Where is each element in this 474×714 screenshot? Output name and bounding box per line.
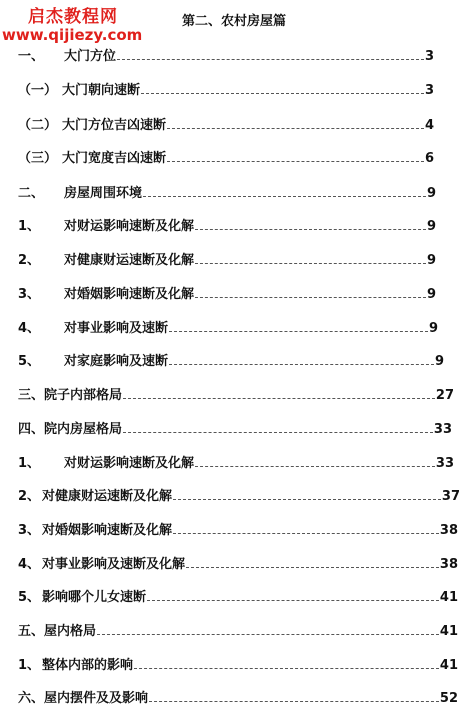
toc-entry-label: 对家庭影响及速断 bbox=[64, 354, 169, 369]
toc-entry bbox=[18, 248, 436, 268]
toc-entry bbox=[18, 552, 458, 572]
toc-leader-dots bbox=[169, 330, 428, 332]
toc-entry-page: 41 bbox=[439, 658, 458, 673]
toc-entry-page: 9 bbox=[434, 354, 444, 369]
toc-entry-label: 对财运影响速断及化解 bbox=[64, 219, 195, 234]
toc-entry-label: 对健康财运速断及化解 bbox=[64, 253, 195, 268]
toc-leader-dots bbox=[195, 228, 426, 230]
toc-leader-dots bbox=[195, 465, 435, 467]
toc-entry-number: （一） bbox=[18, 83, 58, 98]
toc-leader-dots bbox=[147, 599, 439, 601]
toc-entry-page: 38 bbox=[439, 557, 458, 572]
toc-entry bbox=[18, 451, 454, 471]
toc-entry bbox=[18, 585, 458, 605]
toc-entry-page: 9 bbox=[426, 253, 436, 268]
toc-entry-label: 院内房屋格局 bbox=[44, 422, 123, 437]
toc-entry-number: 一、 bbox=[18, 49, 45, 64]
toc-leader-dots bbox=[173, 498, 441, 500]
toc-entry-label: 对婚姻影响速断及化解 bbox=[64, 287, 195, 302]
toc-leader-dots bbox=[149, 700, 439, 702]
toc-entry-number: （三） bbox=[18, 151, 58, 166]
toc-leader-dots bbox=[186, 566, 439, 568]
toc-leader-dots bbox=[97, 633, 439, 635]
toc-entry-number: 1、 bbox=[18, 658, 41, 673]
toc-entry-page: 41 bbox=[439, 624, 458, 639]
toc-entry-label: 大门朝向速断 bbox=[62, 83, 141, 98]
toc-entry-number: 5、 bbox=[18, 354, 41, 369]
toc-entry-number: 2、 bbox=[18, 489, 41, 504]
toc-entry-number: 4、 bbox=[18, 557, 41, 572]
toc-entry bbox=[18, 181, 436, 201]
toc-entry-label: 对财运影响速断及化解 bbox=[64, 456, 195, 471]
toc-entry bbox=[18, 383, 454, 403]
toc-entry-number: 二、 bbox=[18, 186, 45, 201]
toc-entry-page: 27 bbox=[435, 388, 454, 403]
toc-entry bbox=[18, 78, 434, 98]
toc-entry-number: 4、 bbox=[18, 321, 41, 336]
toc-entry-label: 大门宽度吉凶速断 bbox=[62, 151, 167, 166]
toc-entry-page: 9 bbox=[428, 321, 438, 336]
toc-entry-label: 对健康财运速断及化解 bbox=[42, 489, 173, 504]
toc-entry-label: 影响哪个儿女速断 bbox=[42, 590, 147, 605]
toc-entry-label: 对事业影响及速断 bbox=[64, 321, 169, 336]
toc-entry-label: 对事业影响及速断及化解 bbox=[42, 557, 186, 572]
toc-leader-dots bbox=[169, 363, 434, 365]
toc-leader-dots bbox=[195, 262, 426, 264]
toc-entry bbox=[18, 518, 458, 538]
toc-entry bbox=[18, 349, 444, 369]
toc-entry-number: 3、 bbox=[18, 287, 41, 302]
toc-entry-page: 3 bbox=[424, 83, 434, 98]
toc-entry-page: 6 bbox=[424, 151, 434, 166]
toc-entry-page: 9 bbox=[426, 287, 436, 302]
toc-entry-number: 3、 bbox=[18, 523, 41, 538]
toc-entry-number: 1、 bbox=[18, 219, 41, 234]
page-title: 第二、农村房屋篇 bbox=[182, 14, 287, 29]
toc-entry-label: 屋内摆件及及影响 bbox=[44, 691, 149, 706]
toc-leader-dots bbox=[173, 532, 439, 534]
toc-entry-number: 四、 bbox=[18, 422, 45, 437]
toc-entry bbox=[18, 146, 434, 166]
toc-entry-page: 4 bbox=[424, 118, 434, 133]
toc-entry-page: 37 bbox=[441, 489, 460, 504]
toc-entry-page: 38 bbox=[439, 523, 458, 538]
toc-entry-label: 大门方位吉凶速断 bbox=[62, 118, 167, 133]
toc-entry bbox=[18, 686, 458, 706]
toc-leader-dots bbox=[167, 160, 424, 162]
toc-entry-page: 9 bbox=[426, 186, 436, 201]
toc-entry-page: 52 bbox=[439, 691, 458, 706]
toc-entry-number: 五、 bbox=[18, 624, 45, 639]
toc-entry-label: 屋内格局 bbox=[44, 624, 97, 639]
toc-entry-number: 5、 bbox=[18, 590, 41, 605]
toc-leader-dots bbox=[123, 431, 433, 433]
watermark-site-url: www.qijiezy.com bbox=[2, 26, 143, 44]
toc-entry bbox=[18, 113, 434, 133]
toc-entry bbox=[18, 44, 434, 64]
toc-leader-dots bbox=[141, 92, 424, 94]
toc-entry-number: （二） bbox=[18, 118, 58, 133]
watermark-site-name: 启杰教程网 bbox=[28, 7, 118, 27]
toc-entry bbox=[18, 653, 458, 673]
toc-leader-dots bbox=[123, 397, 435, 399]
toc-entry-page: 3 bbox=[424, 49, 434, 64]
toc-entry bbox=[18, 214, 436, 234]
toc-entry-label: 对婚姻影响速断及化解 bbox=[42, 523, 173, 538]
toc-entry-number: 2、 bbox=[18, 253, 41, 268]
toc-entry-page: 9 bbox=[426, 219, 436, 234]
toc-entry-number: 1、 bbox=[18, 456, 41, 471]
toc-entry-number: 六、 bbox=[18, 691, 45, 706]
toc-leader-dots bbox=[134, 667, 439, 669]
toc-entry-label: 大门方位 bbox=[64, 49, 117, 64]
toc-entry-page: 41 bbox=[439, 590, 458, 605]
toc-entry bbox=[18, 484, 460, 504]
toc-entry bbox=[18, 316, 438, 336]
toc-leader-dots bbox=[117, 58, 424, 60]
toc-leader-dots bbox=[195, 296, 426, 298]
toc-entry-label: 房屋周围环境 bbox=[64, 186, 143, 201]
toc-entry-label: 整体内部的影响 bbox=[42, 658, 134, 673]
toc-entry bbox=[18, 282, 436, 302]
toc-entry bbox=[18, 619, 458, 639]
toc-entry-page: 33 bbox=[433, 422, 452, 437]
toc-entry-page: 33 bbox=[435, 456, 454, 471]
toc-leader-dots bbox=[143, 195, 426, 197]
toc-entry bbox=[18, 417, 452, 437]
toc-entry-number: 三、 bbox=[18, 388, 45, 403]
toc-leader-dots bbox=[167, 127, 424, 129]
toc-entry-label: 院子内部格局 bbox=[44, 388, 123, 403]
